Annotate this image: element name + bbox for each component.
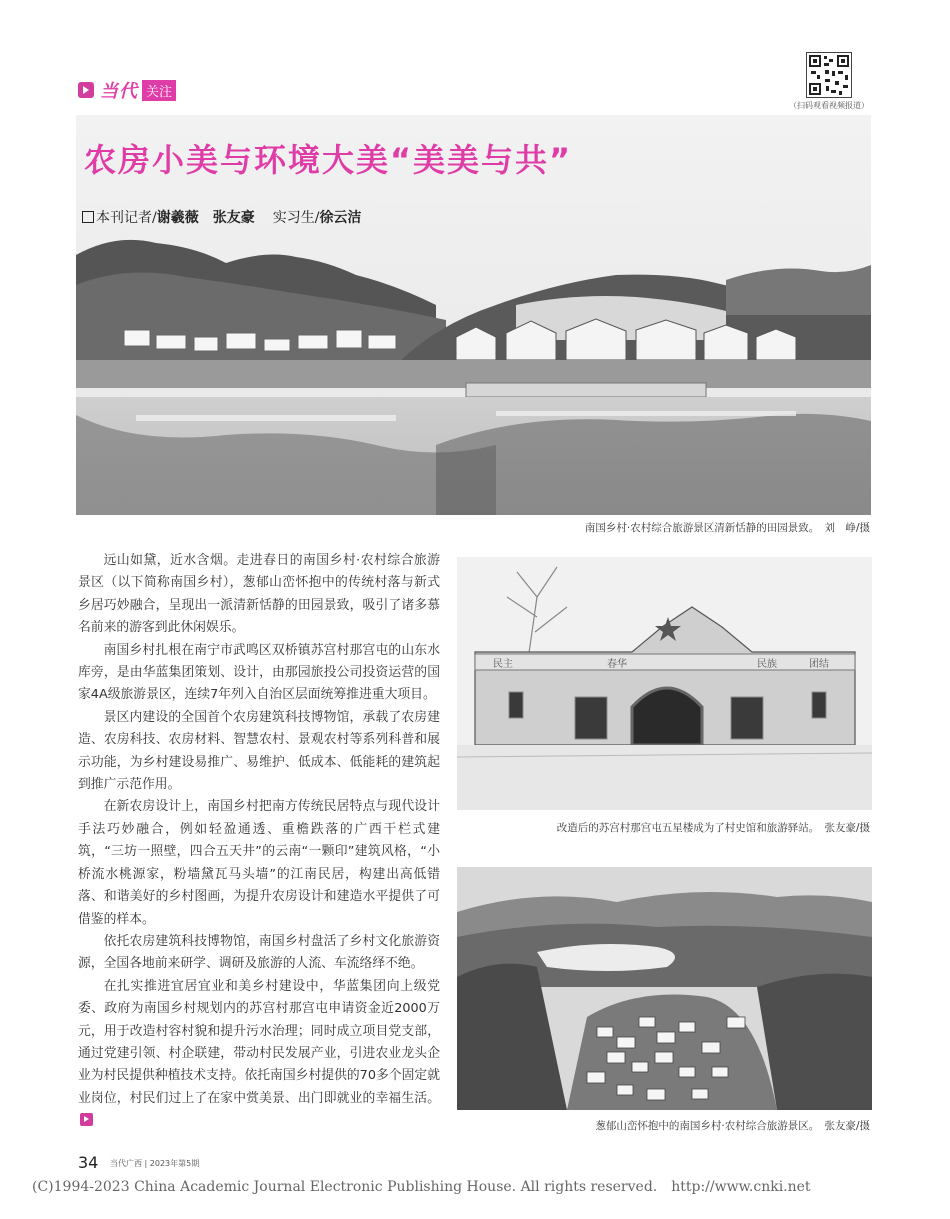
byline-box-icon: [82, 211, 94, 223]
byline: [82, 207, 361, 227]
byline-prefix: 本刊记者/: [96, 210, 157, 226]
section-name: 关注: [142, 80, 176, 101]
paragraph: 在新农房设计上，南国乡村把南方传统民居特点与现代设计手法巧妙融合，例如轻盈通透、重檐跌落的广西干栏式建筑，“三坊一照壁，四合五天井”的云南“一颗印”建筑风格，“小桥流水桃源家，粉墙黛瓦马头墙”的江南民居，构建出高低错落、和谐美好的乡村图画，为提升农房设计和建造水平提供了可借鉴的样本。: [78, 799, 440, 927]
building-sign-3: 民族: [757, 659, 777, 670]
section-arrow-icon: [78, 82, 94, 98]
paragraph: 依托农房建筑科技博物馆，南国乡村盘活了乡村文化旅游资源，全国各地前来研学、调研及旅游的人流、车流络绎不绝。: [78, 933, 440, 972]
building-sign-4: 团结: [809, 659, 829, 670]
end-mark-icon: [80, 1113, 93, 1126]
article-title: 农房小美与环境大美“美美与共”: [84, 141, 573, 179]
paragraph: 景区内建设的全国首个农房建筑科技博物馆，承载了农房建造、农房科技、农房材料、智慧农村、景观农村等系列科普和展示功能，为乡村建设易推广、易维护、低成本、低能耗的建筑起到推广示范作用。: [78, 709, 440, 793]
byline-authors: 谢羲薇 张友豪: [156, 210, 255, 226]
paragraph: 远山如黛，近水含烟。走进春日的南国乡村·农村综合旅游景区（以下简称南国乡村），葱郁山峦怀抱中的传统村落与新式乡居巧妙融合，呈现出一派清新恬静的田园景致，吸引了诸多慕名前来的游客到此休闲娱乐。: [78, 553, 440, 636]
byline-intern-prefix: 实习生/: [272, 210, 320, 226]
aerial-caption: 葱郁山峦怀抱中的南国乡村·农村综合旅游景区。 张友豪/摄: [595, 1120, 870, 1132]
paragraph: 在扎实推进宜居宜业和美乡村建设中，华蓝集团向上级党委、政府为南国乡村规划内的苏宫村那宫屯申请资金近2000万元，用于改造村容村貌和提升污水治理；同时成立项目党支部，通过党建引领、村企联建，带动村民发展产业，引进农业龙头企业为村民提供种植技术支持。依托南国乡村提供的70多个固定就业岗位，村民们过上了在家中赏美景、出门即就业的幸福生活。: [78, 978, 440, 1106]
building-caption: 改造后的苏宫村那宫屯五星楼成为了村史馆和旅游驿站。 张友豪/摄: [556, 822, 870, 834]
section-logo: 当代: [100, 81, 138, 102]
building-sign-1: 民主: [493, 659, 513, 670]
publication-info: 当代广西 | 2023年第5期: [110, 1159, 200, 1168]
article-body: [78, 550, 440, 1133]
building-photo: [457, 557, 872, 810]
page-number: 34: [78, 1153, 99, 1172]
aerial-photo: [457, 867, 872, 1110]
copyright-notice: (C)1994-2023 China Academic Journal Electronic Publishing House. All rights reserved. http://www.cnki.net: [32, 1179, 811, 1195]
qr-code-icon[interactable]: [806, 52, 852, 98]
byline-intern: 徐云洁: [319, 210, 362, 226]
section-badge: [78, 80, 200, 100]
qr-caption: （扫码观看视频报道）: [789, 101, 869, 110]
paragraph: 南国乡村扎根在南宁市武鸣区双桥镇苏宫村那宫屯的山东水库旁，是由华蓝集团策划、设计，由那园旅投公司投资运营的国家4A级旅游景区，连续7年列入自治区层面统筹推进重大项目。: [78, 642, 440, 703]
building-sign-2: 春华: [607, 659, 627, 670]
hero-caption: 南国乡村·农村综合旅游景区清新恬静的田园景致。 刘 峥/摄: [584, 522, 870, 534]
